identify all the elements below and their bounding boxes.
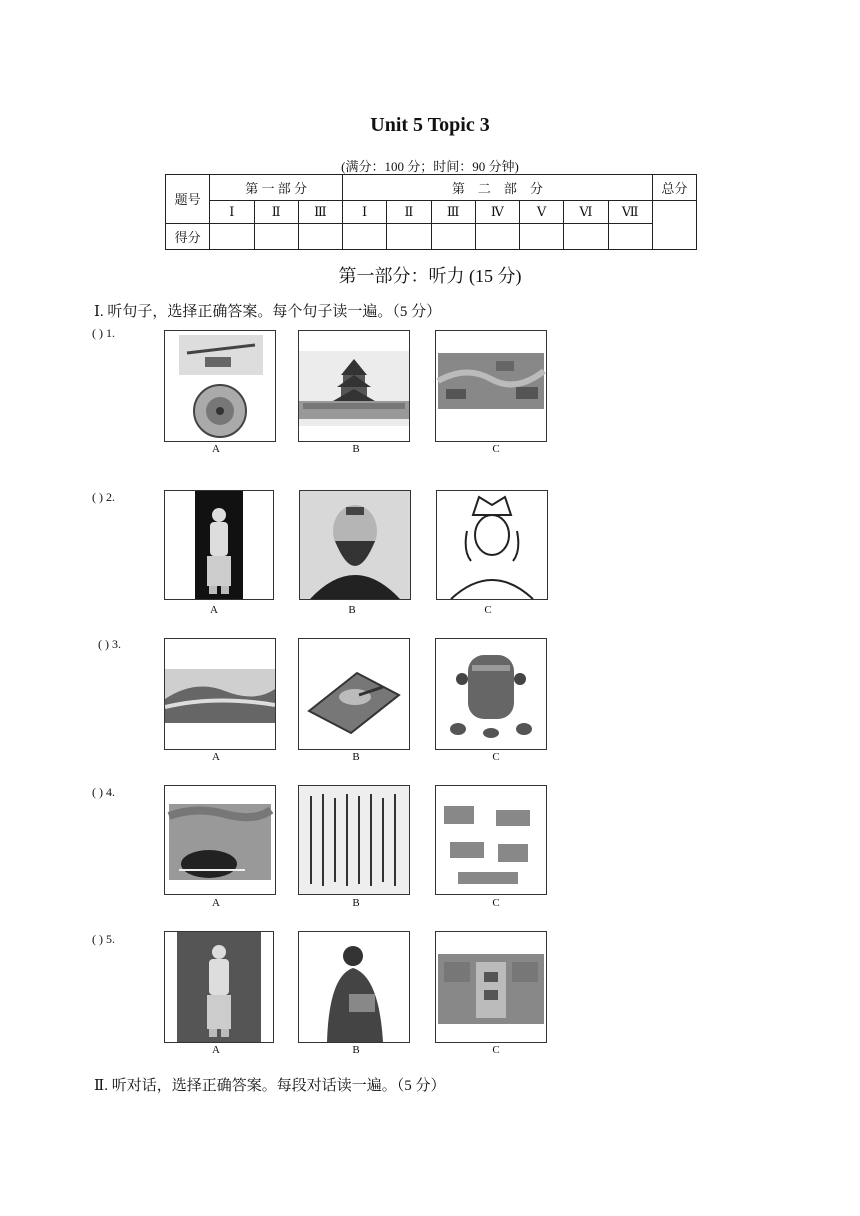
score-col: Ⅰ [210, 201, 254, 223]
score-cell[interactable] [431, 223, 475, 249]
score-col: Ⅵ [564, 201, 608, 223]
option-label: B [352, 1044, 360, 1056]
score-cell[interactable] [387, 223, 431, 249]
option-label: C [484, 604, 492, 616]
image-cave-site[interactable] [164, 785, 276, 895]
section-1-heading: Ⅰ. 听句子，选择正确答案。每个句子读一遍。（5 分） [94, 304, 442, 320]
score-col: Ⅱ [387, 201, 431, 223]
score-col: Ⅰ [343, 201, 387, 223]
image-ancient-painting-scroll[interactable] [435, 330, 547, 442]
question-number: ( ) 4. [92, 785, 115, 799]
option-label: C [492, 1044, 500, 1056]
image-papermaking-process[interactable] [435, 785, 547, 895]
question-number: ( ) 5. [92, 932, 115, 946]
score-col: Ⅴ [520, 201, 564, 223]
score-col: Ⅳ [475, 201, 519, 223]
score-table [165, 174, 697, 250]
score-cell[interactable] [343, 223, 387, 249]
option-label: B [352, 897, 360, 909]
image-forbidden-city-aerial[interactable] [435, 931, 547, 1043]
part-title: 第一部分：听力 (15 分) [338, 266, 522, 286]
image-confucius-portrait[interactable] [299, 490, 411, 600]
score-cell[interactable] [210, 223, 254, 249]
option-label: A [212, 1044, 220, 1056]
score-part1: 第 一 部 分 [210, 175, 343, 201]
score-cell[interactable] [298, 223, 342, 249]
option-label: A [210, 604, 218, 616]
image-scholar-statue[interactable] [298, 931, 410, 1043]
question-number: ( ) 2. [92, 490, 115, 504]
option-label: B [352, 751, 360, 763]
image-temple-of-heaven[interactable] [298, 330, 410, 442]
score-col: Ⅱ [254, 201, 298, 223]
exam-meta: (满分：100 分；时间：90 分钟) [341, 159, 519, 174]
score-col: Ⅲ [431, 201, 475, 223]
option-label: C [492, 443, 500, 455]
option-label: A [212, 751, 220, 763]
score-cell[interactable] [520, 223, 564, 249]
question-number: ( ) 3. [98, 637, 121, 651]
score-label-no: 题号 [166, 175, 210, 224]
image-terracotta-warrior[interactable] [164, 490, 274, 600]
score-part2: 第 二 部 分 [343, 175, 653, 201]
image-compass-and-sundial[interactable] [164, 330, 276, 442]
image-empress-drawing[interactable] [436, 490, 548, 600]
option-label: B [348, 604, 356, 616]
score-total: 总分 [652, 175, 696, 201]
image-sinan-compass[interactable] [298, 638, 410, 750]
option-label: A [212, 443, 220, 455]
score-label-score: 得分 [166, 223, 210, 249]
section-2-heading: Ⅱ. 听对话，选择正确答案。每段对话读一遍。（5 分） [94, 1078, 446, 1094]
image-river-landscape[interactable] [164, 638, 276, 750]
option-label: A [212, 897, 220, 909]
score-col: Ⅶ [608, 201, 652, 223]
score-cell[interactable] [564, 223, 608, 249]
option-label: C [492, 751, 500, 763]
score-total-cell[interactable] [652, 201, 696, 250]
score-cell[interactable] [475, 223, 519, 249]
question-number: ( ) 1. [92, 326, 115, 340]
option-label: B [352, 443, 360, 455]
score-cell[interactable] [254, 223, 298, 249]
score-cell[interactable] [608, 223, 652, 249]
image-terracotta-soldier[interactable] [164, 931, 274, 1043]
option-label: C [492, 897, 500, 909]
score-col: Ⅲ [298, 201, 342, 223]
image-seismograph[interactable] [435, 638, 547, 750]
image-calligraphy[interactable] [298, 785, 410, 895]
page-title: Unit 5 Topic 3 [370, 114, 490, 136]
